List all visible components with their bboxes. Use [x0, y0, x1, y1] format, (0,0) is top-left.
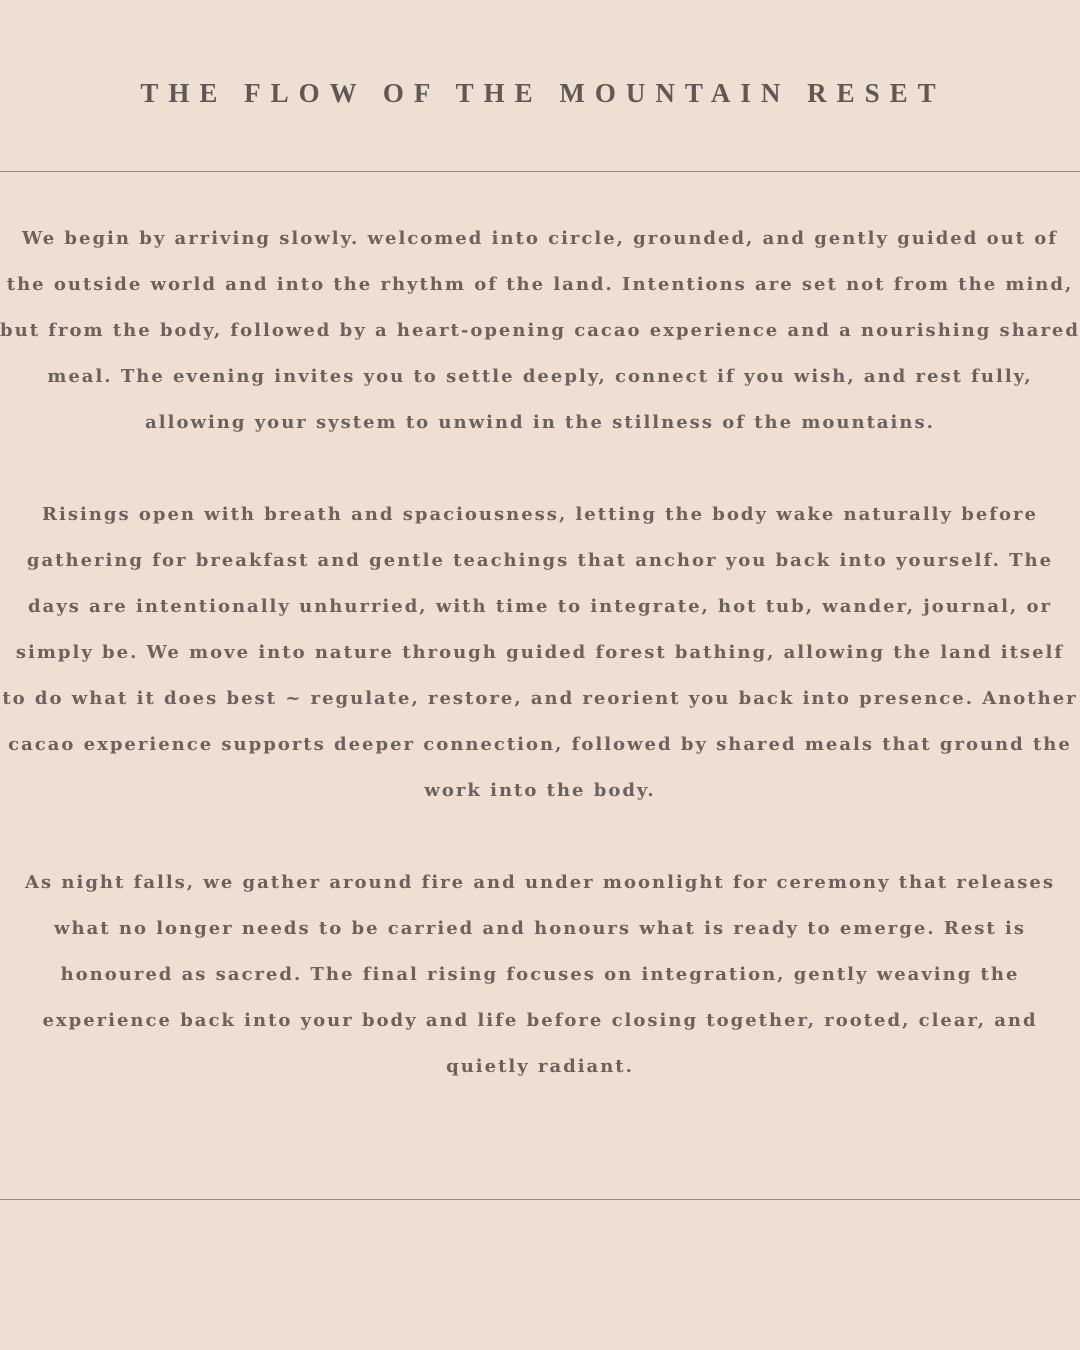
bottom-divider — [0, 1199, 1080, 1200]
top-divider — [0, 171, 1080, 172]
paragraph-days: Risings open with breath and spaciousness, letting the body wake naturally before gathering for breakfast and gentle teachings that anchor you back into yourself. The days are intentionally unhurried, with time to integrate, hot tub, wander, journal, or simply be. We move into nature through guided forest bathing, allowing the land itself to do what it does best ~ regulate, restore, and reorient you back into presence. Another cacao experience supports deeper connection, followed by shared meals that ground the work into the body. — [2, 504, 1078, 801]
body-text — [0, 216, 1080, 1090]
page-title: THE FLOW OF THE MOUNTAIN RESET — [140, 78, 946, 108]
paragraph-arrival: We begin by arriving slowly. welcomed into circle, grounded, and gently guided out of the outside world and into the rhythm of the land. Intentions are set not from the mind, but from the body, followed by a heart-opening cacao experience and a nourishing shared meal. The evening invites you to settle deeply, connect if you wish, and rest fully, allowing your system to unwind in the stillness of the mountains. — [0, 228, 1080, 433]
paragraph-night: As night falls, we gather around fire and under moonlight for ceremony that releases what no longer needs to be carried and honours what is ready to emerge. Rest is honoured as sacred. The final rising focuses on integration, gently weaving the experience back into your body and life before closing together, rooted, clear, and quietly radiant. — [25, 872, 1055, 1077]
